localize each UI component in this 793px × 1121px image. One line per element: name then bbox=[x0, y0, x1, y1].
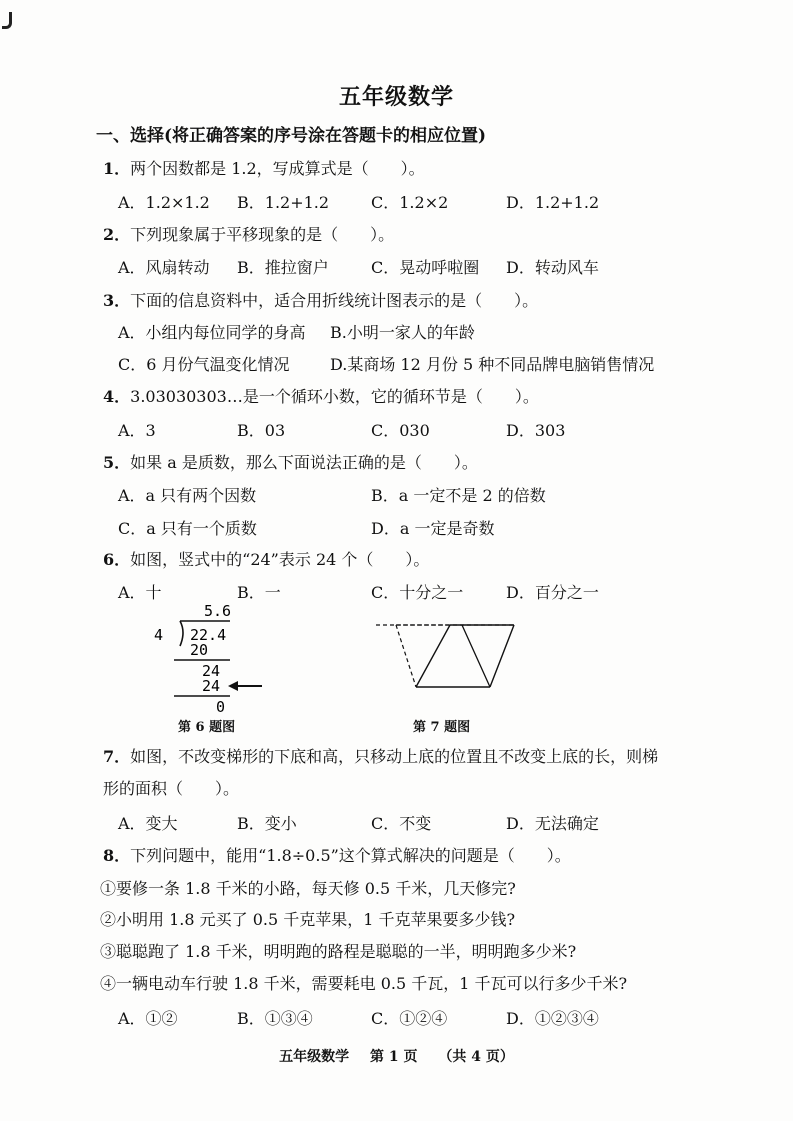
dashed-leg-left bbox=[396, 625, 416, 687]
division-step-1: 20 bbox=[190, 641, 209, 659]
question-8-item-1: ①要修一条 1.8 千米的小路，每天修 0.5 千米，几天修完? bbox=[100, 879, 516, 898]
option-c: C．6 月份气温变化情况 bbox=[118, 355, 290, 374]
inner-line bbox=[462, 625, 490, 687]
option-b: B．一 bbox=[237, 583, 281, 602]
footer-subject: 五年级数学 bbox=[279, 1049, 350, 1065]
option-d: D．1.2+1.2 bbox=[506, 193, 600, 212]
option-a: A．小组内每位同学的身高 bbox=[118, 323, 306, 342]
footer-page-number: 第 1 页 bbox=[370, 1049, 418, 1065]
figure-6-caption: 第 6 题图 bbox=[178, 720, 236, 735]
long-division-figure bbox=[150, 600, 270, 720]
trapezoid-figure bbox=[370, 615, 520, 695]
question-number: 4． bbox=[103, 387, 131, 406]
option-d: D．a 一定是奇数 bbox=[371, 519, 495, 538]
question-text: 如图，不改变梯形的下底和高，只移动上底的位置且不改变上底的长，则梯 bbox=[130, 747, 659, 766]
question-text: 如图，竖式中的“24”表示 24 个（ ）。 bbox=[130, 550, 430, 569]
option-a: A．3 bbox=[118, 421, 156, 440]
section-heading: 一、选择(将正确答案的序号涂在答题卡的相应位置) bbox=[96, 126, 487, 146]
option-b: B．变小 bbox=[237, 814, 297, 833]
figure-7-caption: 第 7 题图 bbox=[413, 720, 471, 735]
option-c: C．030 bbox=[371, 421, 430, 440]
division-step-3: 24 bbox=[202, 677, 221, 695]
option-a: A．①② bbox=[118, 1009, 178, 1028]
option-c: C．十分之一 bbox=[371, 583, 464, 602]
question-number: 5． bbox=[103, 453, 131, 472]
division-dividend: 22.4 bbox=[190, 626, 227, 644]
question-number: 2． bbox=[103, 225, 131, 244]
option-d: D.某商场 12 月份 5 种不同品牌电脑销售情况 bbox=[330, 355, 655, 374]
question-4 bbox=[103, 384, 539, 407]
arrow-head-icon bbox=[228, 681, 238, 691]
option-c: C．①②④ bbox=[371, 1009, 448, 1028]
question-1 bbox=[103, 156, 425, 179]
option-c: C．a 只有一个质数 bbox=[118, 519, 257, 538]
option-b: B．1.2+1.2 bbox=[237, 193, 330, 212]
division-step-2: 24 bbox=[202, 662, 221, 680]
question-8-item-2: ②小明用 1.8 元买了 0.5 千克苹果，1 千克苹果要多少钱? bbox=[100, 910, 516, 929]
option-b: B．a 一定不是 2 的倍数 bbox=[371, 486, 546, 505]
division-divisor: 4 bbox=[154, 626, 164, 644]
option-b: B．①③④ bbox=[237, 1009, 313, 1028]
question-text: 下列问题中，能用“1.8÷0.5”这个算式解决的问题是（ ）。 bbox=[130, 846, 571, 865]
division-quotient: 5.6 bbox=[204, 602, 232, 620]
option-c: C．晃动呼啦圈 bbox=[371, 258, 480, 277]
option-d: D．百分之一 bbox=[506, 583, 599, 602]
option-b: B.小明一家人的年龄 bbox=[330, 323, 475, 342]
option-b: B．推拉窗户 bbox=[237, 258, 329, 277]
option-c: C．不变 bbox=[371, 814, 432, 833]
option-b: B．03 bbox=[237, 421, 286, 440]
footer-total-pages: （共 4 页） bbox=[438, 1049, 514, 1065]
question-7 bbox=[103, 744, 658, 767]
question-text: 下列现象属于平移现象的是（ ）。 bbox=[130, 225, 395, 244]
division-bracket bbox=[180, 621, 183, 646]
question-number: 7． bbox=[103, 747, 131, 766]
option-d: D．303 bbox=[506, 421, 566, 440]
division-remainder: 0 bbox=[216, 698, 226, 716]
option-c: C．1.2×2 bbox=[371, 193, 449, 212]
question-8-item-3: ③聪聪跑了 1.8 千米，明明跑的路程是聪聪的一半，明明跑多少米? bbox=[100, 942, 577, 961]
question-text: 如果 a 是质数，那么下面说法正确的是（ ）。 bbox=[130, 453, 478, 472]
right-leg bbox=[490, 625, 514, 687]
question-number: 3． bbox=[103, 291, 131, 310]
page-title: 五年级数学 bbox=[338, 84, 454, 110]
question-6 bbox=[103, 547, 429, 570]
question-text: 3.03030303…是一个循环小数，它的循环节是（ ）。 bbox=[130, 387, 539, 406]
corner-scan-mark bbox=[2, 12, 12, 29]
question-7-continued: 形的面积（ ）。 bbox=[103, 779, 240, 798]
question-8-item-4: ④一辆电动车行驶 1.8 千米，需要耗电 0.5 千瓦，1 千瓦可以行多少千米? bbox=[100, 974, 628, 993]
question-number: 6． bbox=[103, 550, 131, 569]
question-number: 8． bbox=[103, 846, 131, 865]
question-5 bbox=[103, 450, 478, 473]
option-a: A．风扇转动 bbox=[118, 258, 210, 277]
question-8 bbox=[103, 843, 571, 866]
option-a: A．a 只有两个因数 bbox=[118, 486, 257, 505]
option-a: A．1.2×1.2 bbox=[118, 193, 210, 212]
option-d: D．转动风车 bbox=[506, 258, 599, 277]
option-a: A．变大 bbox=[118, 814, 178, 833]
question-text: 两个因数都是 1.2，写成算式是（ ）。 bbox=[130, 159, 425, 178]
question-3 bbox=[103, 288, 538, 311]
option-d: D．无法确定 bbox=[506, 814, 599, 833]
option-d: D．①②③④ bbox=[506, 1009, 599, 1028]
option-a: A．十 bbox=[118, 583, 162, 602]
question-text: 下面的信息资料中，适合用折线统计图表示的是（ ）。 bbox=[130, 291, 539, 310]
left-leg bbox=[416, 625, 450, 687]
question-number: 1． bbox=[103, 159, 131, 178]
question-2 bbox=[103, 222, 394, 245]
page-footer bbox=[0, 1046, 793, 1066]
